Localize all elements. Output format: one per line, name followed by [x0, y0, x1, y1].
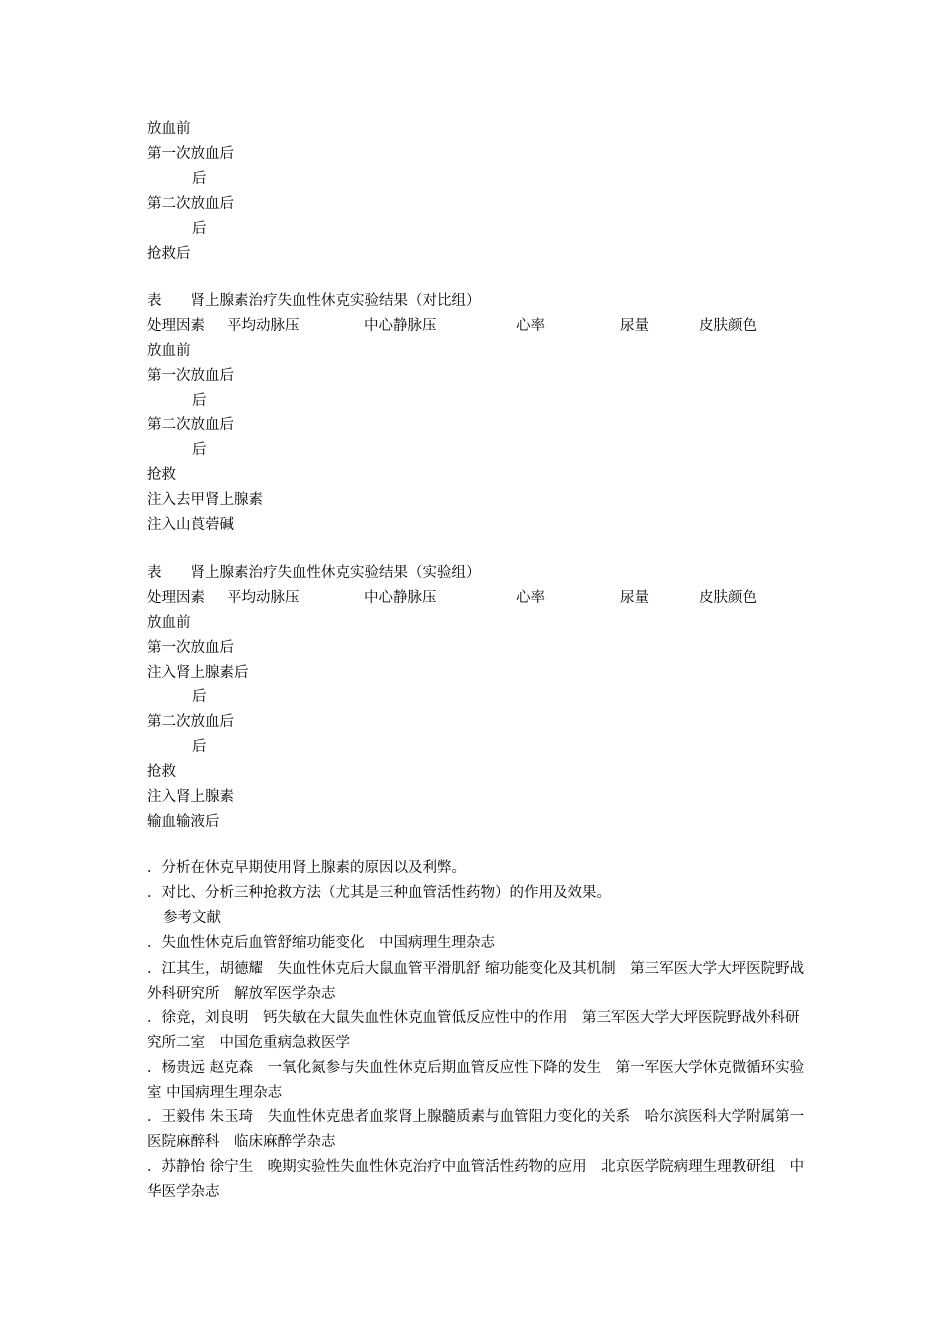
table-row: 抢救 [147, 467, 176, 483]
table-row: 第一次放血后 [147, 146, 234, 162]
table-row: 第二次放血后 [147, 196, 234, 212]
question-item: ．对比、分析三种抢救方法（尤其是三种血管活性药物）的作用及效果。 [147, 885, 611, 901]
column-header: 心率 [516, 590, 545, 606]
table-row: 后 [192, 393, 207, 409]
column-header: 皮肤颜色 [699, 318, 757, 334]
table-row: 注入肾上腺素 [147, 789, 234, 805]
reference-item: ．徐竞，刘良明 钙失敏在大鼠失血性休克血管低反应性中的作用 第三军医大学大坪医院野战外科研究所二室 中国危重病急救医学 [147, 1010, 800, 1051]
table-header [147, 314, 807, 339]
table-row: 注入去甲肾上腺素 [147, 492, 263, 508]
reference-item: ．杨贵远 赵克森 一氧化氮参与失血性休克后期血管反应性下降的发生 第一军医大学休克微循环实验室 中国病理生理杂志 [147, 1060, 805, 1101]
table-row: 第二次放血后 [147, 417, 234, 433]
question-item: ．分析在休克早期使用肾上腺素的原因以及利弊。 [147, 860, 466, 876]
reference-item: ．失血性休克后血管舒缩功能变化 中国病理生理杂志 [147, 935, 495, 951]
table-row: 注入山莨菪碱 [147, 517, 234, 533]
column-header: 尿量 [620, 590, 649, 606]
table-row: 第二次放血后 [147, 714, 234, 730]
reference-item: ．王毅伟 朱玉琦 失血性休克患者血浆肾上腺髓质素与血管阻力变化的关系 哈尔滨医科大学附属第一医院麻醉科 临床麻醉学杂志 [147, 1109, 805, 1150]
table-row: 后 [192, 221, 207, 237]
column-header: 处理因素 [147, 318, 205, 334]
column-header: 处理因素 [147, 590, 205, 606]
reference-item: ．江其生，胡德耀 失血性休克后大鼠血管平滑肌舒 缩功能变化及其机制 第三军医大学大坪医院野战外科研究所 解放军医学杂志 [147, 961, 805, 1002]
column-header: 心率 [516, 318, 545, 334]
table-row: 放血前 [147, 121, 191, 137]
table-row: 后 [192, 739, 207, 755]
table-row: 第一次放血后 [147, 368, 234, 384]
column-header: 皮肤颜色 [699, 590, 757, 606]
column-header: 中心静脉压 [364, 318, 437, 334]
table-row: 放血前 [147, 615, 191, 631]
table-header [147, 586, 807, 611]
column-header: 尿量 [620, 318, 649, 334]
table-row: 放血前 [147, 343, 191, 359]
table-caption: 表 肾上腺素治疗失血性休克实验结果（实验组） [147, 565, 481, 581]
table-row: 后 [192, 171, 207, 187]
references-heading: 参考文献 [163, 910, 221, 926]
reference-item: ．苏静怡 徐宁生 晚期实验性失血性休克治疗中血管活性药物的应用 北京医学院病理生理教研组 中华医学杂志 [147, 1159, 805, 1200]
table-row: 注入肾上腺素后 [147, 665, 249, 681]
table-row: 后 [192, 689, 207, 705]
table-row: 后 [192, 442, 207, 458]
table-caption: 表 肾上腺素治疗失血性休克实验结果（对比组） [147, 293, 481, 309]
column-header: 平均动脉压 [227, 318, 300, 334]
column-header: 中心静脉压 [364, 590, 437, 606]
table-row: 输血输液后 [147, 814, 220, 830]
table-row: 抢救后 [147, 246, 191, 262]
column-header: 平均动脉压 [227, 590, 300, 606]
table-row: 第一次放血后 [147, 640, 234, 656]
table-row: 抢救 [147, 764, 176, 780]
